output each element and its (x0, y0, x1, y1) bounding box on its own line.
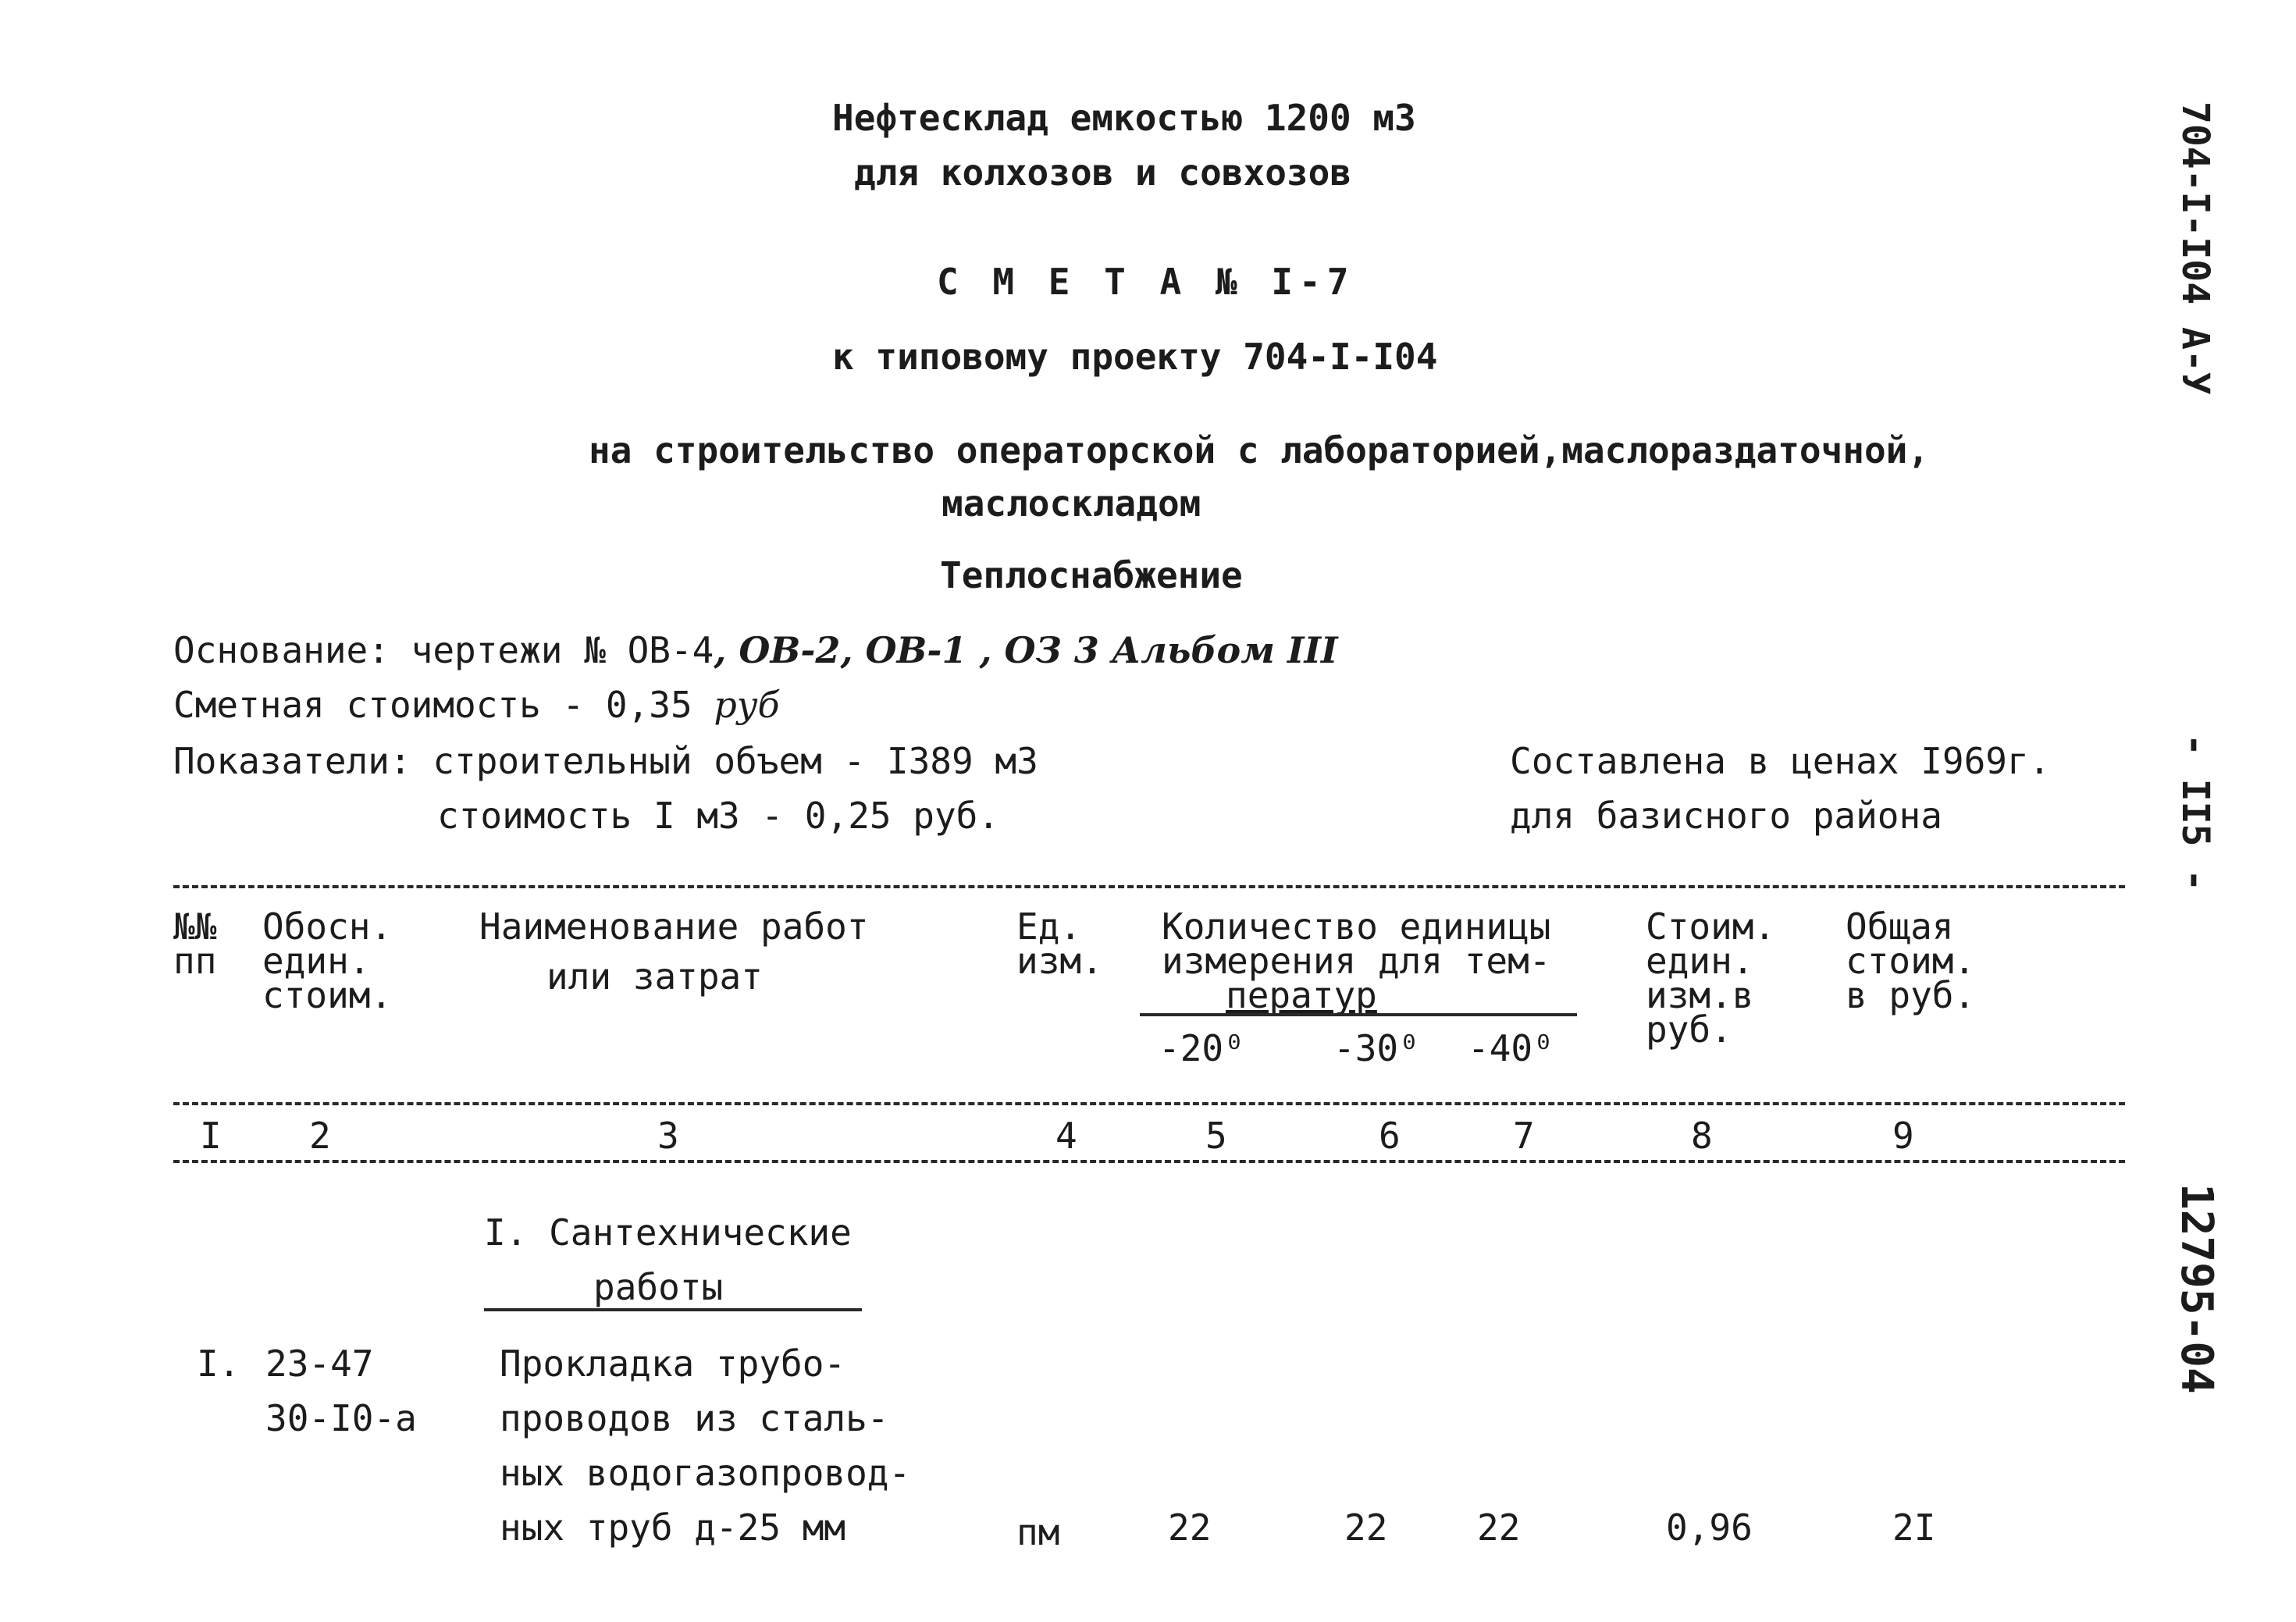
header-col2-line1: Обосн. (262, 905, 393, 948)
row-unit: пм (1016, 1511, 1060, 1553)
header-col5-line3: ператур (1226, 974, 1377, 1016)
row-unit-cost: 0,96 (1666, 1506, 1753, 1549)
row-total-cost: 2I (1892, 1506, 1936, 1549)
indicator-volume: Показатели: строительный объем - I389 м3 (173, 740, 1038, 782)
row-quantity-minus20: 22 (1168, 1506, 1212, 1549)
basis-label: Основание: чертежи № ОВ-4 (173, 629, 714, 671)
header-col9-line3: в руб. (1846, 974, 1976, 1016)
section-title: Теплоснабжение (940, 554, 1243, 596)
document-title: С М Е Т А № I-7 (937, 261, 1355, 303)
project-reference: к типовому проекту 704-I-I04 (832, 336, 1438, 378)
row-number: I. (197, 1343, 240, 1385)
header-col8-line4: руб. (1646, 1008, 1732, 1051)
row-basis-line2: 30-I0-а (265, 1397, 417, 1439)
prices-line2: для базисного района (1510, 795, 1942, 837)
works-section-underline (484, 1308, 862, 1311)
estimate-cost-handwritten: руб (714, 684, 780, 726)
header-col5-line1: Количество единицы (1162, 905, 1551, 948)
estimate-cost-label: Сметная стоимость - 0,35 (173, 684, 692, 726)
column-number-bottom-rule (173, 1160, 2125, 1163)
column-number-top-rule (173, 1102, 2125, 1105)
header-col8-line2: един. (1646, 940, 1754, 982)
row-name-line4: ных труб д-25 мм (500, 1506, 846, 1549)
row-quantity-minus30: 22 (1344, 1506, 1388, 1549)
header-col3-line1: Наименование работ (479, 905, 869, 948)
row-name-line3: ных водогазопровод- (500, 1452, 911, 1494)
header-col9-line1: Общая (1846, 905, 1954, 948)
purpose-line2: маслоскладом (942, 482, 1201, 525)
indicator-unit-cost: стоимость I м3 - 0,25 руб. (437, 795, 1000, 837)
header-col4-line2: изм. (1016, 940, 1103, 982)
header-temp-20: -20⁰ (1159, 1027, 1245, 1069)
header-col8-line3: изм.в (1646, 974, 1754, 1016)
prices-line1: Составлена в ценах I969г. (1510, 740, 2051, 782)
column-number-4: 4 (1055, 1115, 1077, 1157)
header-col4-line1: Ед. (1016, 905, 1082, 948)
row-basis-line1: 23-47 (265, 1343, 374, 1385)
header-line1: Нефтесклад емкостью 1200 м3 (832, 97, 1416, 139)
header-col8-line1: Стоим. (1646, 905, 1776, 948)
column-number-2: 2 (309, 1115, 331, 1157)
column-number-5: 5 (1205, 1115, 1227, 1157)
column-number-3: 3 (657, 1115, 679, 1157)
header-col1-line2: пп (173, 940, 217, 982)
estimate-cost-line (173, 684, 780, 726)
margin-page-number: - II5 - (2173, 734, 2217, 892)
basis-handwritten: , ОВ-2, ОВ-1 , ОЗ 3 Альбом III (714, 629, 1338, 671)
header-temp-30: -30⁰ (1333, 1027, 1420, 1069)
margin-doc-code: 704-I-I04 А-У (2173, 101, 2217, 395)
temperature-header-rule (1140, 1013, 1577, 1016)
header-col5-line2: измерения для тем- (1162, 940, 1551, 982)
column-number-6: 6 (1379, 1115, 1401, 1157)
purpose-line1: на строительство операторской с лабораторией,маслораздаточной, (589, 429, 1930, 471)
header-temp-40: -40⁰ (1468, 1027, 1554, 1069)
row-quantity-minus40: 22 (1477, 1506, 1521, 1549)
works-section-title: I. Сантехнические (484, 1211, 852, 1254)
column-number-8: 8 (1691, 1115, 1713, 1157)
works-section-subtitle: работы (593, 1266, 724, 1308)
header-col3-line2: или затрат (546, 955, 763, 998)
header-col1-line1: №№ (173, 905, 217, 948)
margin-archive-number: 12795-04 (2171, 1183, 2222, 1394)
column-number-9: 9 (1892, 1115, 1914, 1157)
basis-line (173, 629, 1338, 671)
row-name-line2: проводов из сталь- (500, 1397, 889, 1439)
row-name-line1: Прокладка трубо- (500, 1343, 846, 1385)
header-col2-line2: един. (262, 940, 371, 982)
header-col2-line3: стоим. (262, 974, 393, 1016)
table-top-rule (173, 885, 2125, 888)
header-col9-line2: стоим. (1846, 940, 1976, 982)
header-line2: для колхозов и совхозов (854, 151, 1351, 194)
column-number-1: I (200, 1115, 222, 1157)
column-number-7: 7 (1513, 1115, 1535, 1157)
